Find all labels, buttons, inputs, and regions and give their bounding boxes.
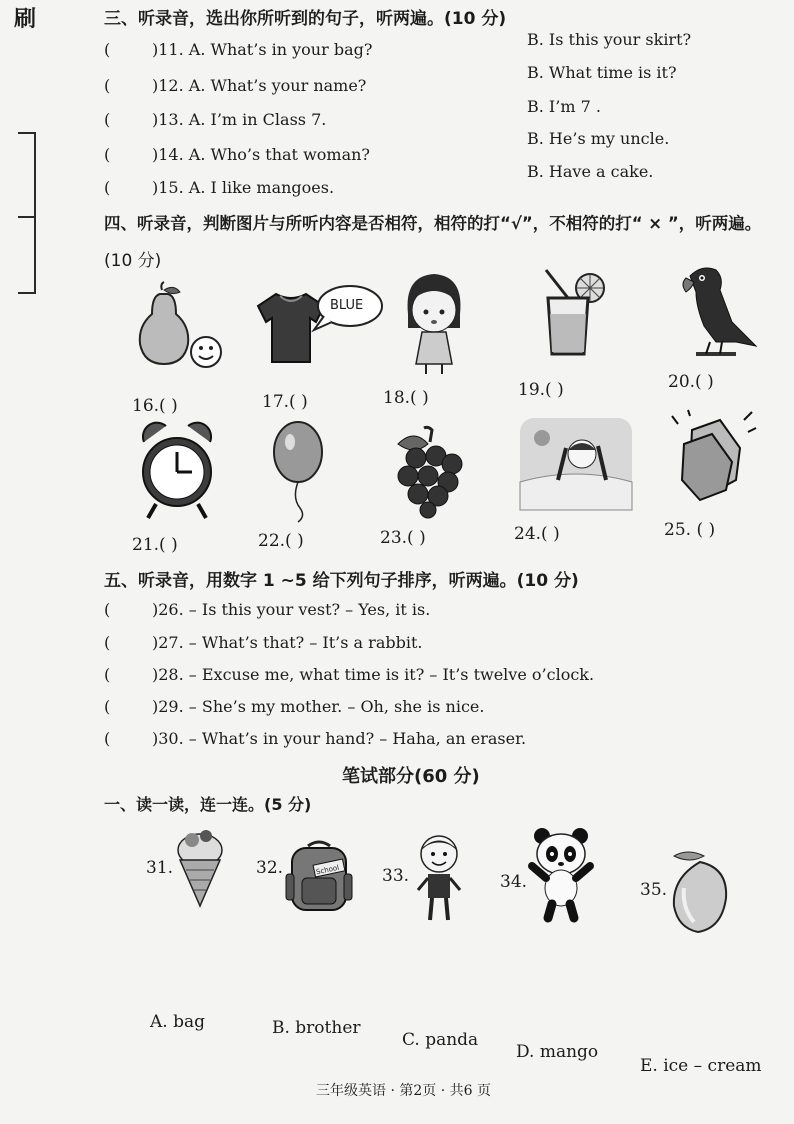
ice-cream-icon bbox=[172, 826, 228, 908]
question-26: ( )26. – Is this your vest? – Yes, it is. bbox=[104, 600, 431, 619]
question-12: ( )12. A. What’s your name? bbox=[104, 76, 367, 95]
option-14b: B. He’s my uncle. bbox=[527, 129, 670, 148]
parrot-icon bbox=[676, 262, 758, 362]
label-23: 23.( ) bbox=[380, 528, 426, 548]
match-option-c: C. panda bbox=[402, 1030, 479, 1050]
alarm-clock-icon bbox=[138, 418, 216, 522]
section3-heading: 三、听录音，选出你所听到的句子，听两遍。(10 分) bbox=[104, 9, 507, 29]
picture-number-31: 31. bbox=[146, 858, 174, 878]
picture-number-32: 32. bbox=[256, 858, 284, 878]
match-option-a: A. bag bbox=[150, 1012, 205, 1032]
picture-number-33: 33. bbox=[382, 866, 410, 886]
page-footer: 三年级英语 · 第2页 · 共6 页 bbox=[316, 1083, 491, 1099]
backpack-tag-text: School bbox=[315, 863, 340, 877]
balloon-icon bbox=[268, 418, 330, 522]
panda-icon bbox=[528, 826, 594, 922]
label-17: 17.( ) bbox=[262, 392, 308, 412]
match-option-e: E. ice – cream bbox=[640, 1056, 762, 1076]
boy-icon bbox=[414, 832, 464, 924]
section4-score: (10 分) bbox=[104, 251, 162, 271]
match-option-d: D. mango bbox=[516, 1042, 599, 1062]
margin-tick-bottom bbox=[18, 292, 34, 294]
part1-heading: 一、读一读，连一连。(5 分) bbox=[104, 795, 312, 814]
margin-bracket-line bbox=[34, 132, 36, 294]
bubble-text: BLUE bbox=[330, 298, 364, 313]
question-14: ( )14. A. Who’s that woman? bbox=[104, 145, 370, 164]
backpack-icon bbox=[284, 838, 354, 914]
option-15b: B. Have a cake. bbox=[527, 162, 654, 181]
option-13b: B. I’m 7 . bbox=[527, 97, 601, 116]
written-part-title: 笔试部分(60 分) bbox=[342, 766, 480, 787]
question-13: ( )13. A. I’m in Class 7. bbox=[104, 110, 327, 129]
label-19: 19.( ) bbox=[518, 380, 564, 400]
label-22: 22.( ) bbox=[258, 531, 304, 551]
grapes-icon bbox=[388, 424, 468, 518]
clapping-hands-icon bbox=[670, 410, 756, 502]
label-25: 25. ( ) bbox=[664, 520, 716, 540]
margin-glyph: 刷 bbox=[14, 6, 37, 32]
option-12b: B. What time is it? bbox=[527, 63, 677, 82]
section5-heading: 五、听录音，用数字 1 ~5 给下列句子排序，听两遍。(10 分) bbox=[104, 571, 579, 591]
juice-icon bbox=[536, 268, 608, 360]
mango-icon bbox=[664, 848, 734, 936]
question-27: ( )27. – What’s that? – It’s a rabbit. bbox=[104, 633, 423, 652]
question-28: ( )28. – Excuse me, what time is it? – It’s twelve o’clock. bbox=[104, 665, 595, 684]
girl-icon bbox=[398, 268, 470, 378]
margin-tick-top bbox=[18, 132, 34, 134]
picture-number-35: 35. bbox=[640, 880, 668, 900]
question-30: ( )30. – What’s in your hand? – Haha, an eraser. bbox=[104, 729, 527, 748]
label-16: 16.( ) bbox=[132, 396, 178, 416]
question-29: ( )29. – She’s my mother. – Oh, she is nice. bbox=[104, 697, 485, 716]
label-24: 24.( ) bbox=[514, 524, 560, 544]
label-21: 21.( ) bbox=[132, 535, 178, 555]
waking-boy-icon bbox=[520, 418, 632, 510]
option-11b: B. Is this your skirt? bbox=[527, 30, 692, 49]
label-20: 20.( ) bbox=[668, 372, 714, 392]
margin-tick-middle bbox=[18, 216, 34, 218]
section4-heading: 四、听录音，判断图片与所听内容是否相符，相符的打“√”，不相符的打“ × ”，听两遍。 bbox=[104, 214, 762, 233]
question-11: ( )11. A. What’s in your bag? bbox=[104, 40, 373, 59]
label-18: 18.( ) bbox=[383, 388, 429, 408]
match-option-b: B. brother bbox=[272, 1018, 361, 1038]
question-15: ( )15. A. I like mangoes. bbox=[104, 178, 335, 197]
picture-number-34: 34. bbox=[500, 872, 528, 892]
pear-and-smiley-icon bbox=[130, 280, 230, 380]
